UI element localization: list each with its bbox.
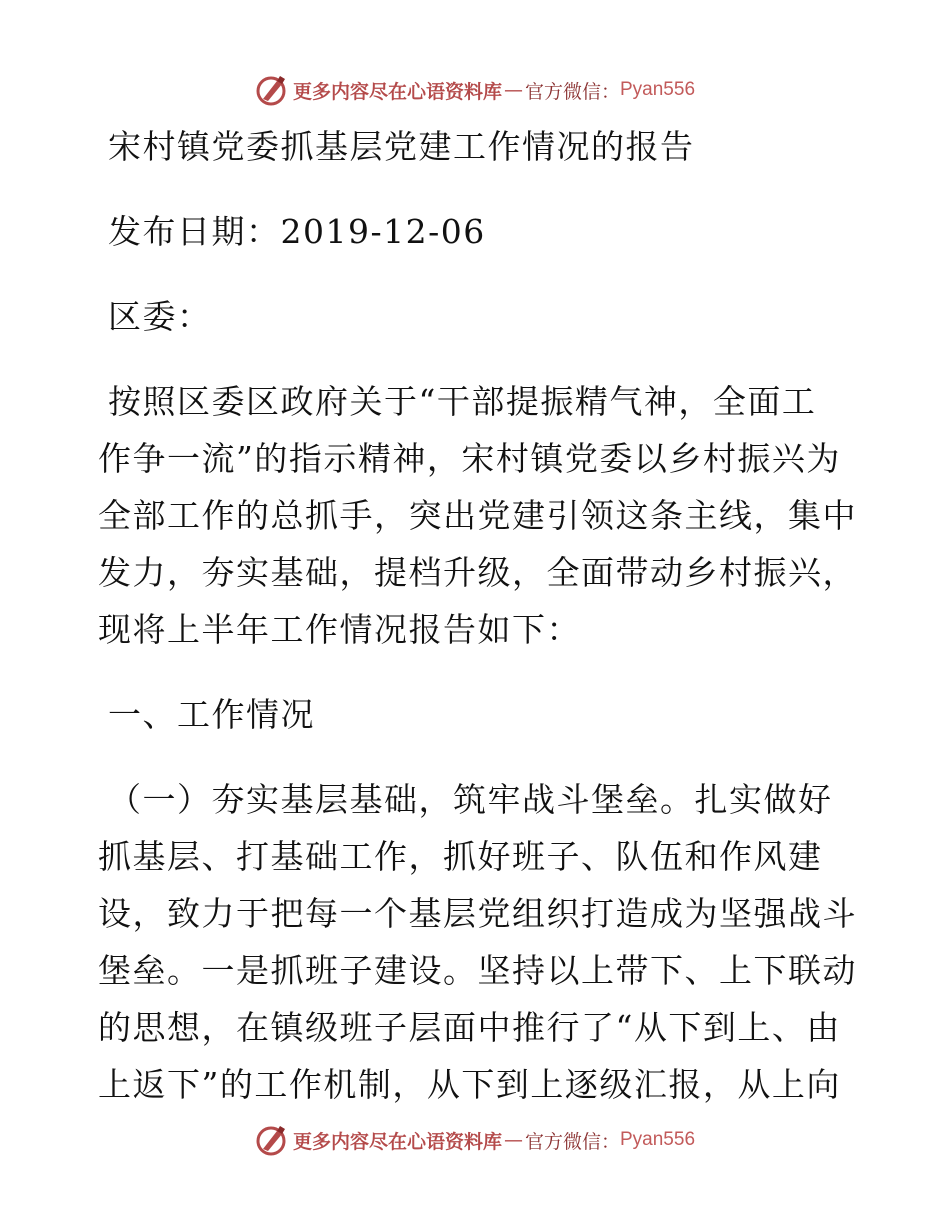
paragraph-line: 现将上半年工作情况报告如下： — [98, 610, 581, 649]
paragraph-intro — [98, 373, 858, 658]
paragraph-line: 按照区委区政府关于“干部提振精气神，全面工 — [108, 382, 817, 421]
watermark-banner-bottom — [0, 1120, 950, 1160]
publish-label: 发布日期： — [108, 212, 281, 251]
paragraph-line: 堡垒。一是抓班子建设。坚持以上带下、上下联动 — [98, 951, 857, 990]
document-title: 宋村镇党委抓基层党建工作情况的报告 — [108, 127, 695, 166]
paragraph-section1 — [98, 771, 858, 1113]
banner-brand: 更多内容尽在心语资料库 — [292, 1130, 502, 1153]
banner-dash: — — [503, 79, 523, 101]
paragraph-line: （一）夯实基层基础，筑牢战斗堡垒。扎实做好 — [108, 780, 833, 819]
banner-brand: 更多内容尽在心语资料库 — [292, 80, 502, 103]
pen-logo-icon — [255, 1123, 289, 1157]
pen-logo-icon — [255, 73, 289, 107]
paragraph-line: 作争一流”的指示精神，宋村镇党委以乡村振兴为 — [98, 439, 841, 478]
banner-official-label: 官方微信： — [524, 80, 620, 103]
banner-dash: — — [503, 1129, 523, 1151]
banner-official-label: 官方微信： — [524, 1130, 620, 1153]
section-heading: 一、工作情况 — [108, 695, 315, 734]
banner-wechat-id: Pyan556 — [620, 79, 696, 100]
recipient: 区委： — [108, 297, 212, 336]
paragraph-line: 的思想，在镇级班子层面中推行了“从下到上、由 — [98, 1008, 841, 1047]
publish-date: 2019-12-06 — [280, 212, 486, 251]
banner-wechat-id: Pyan556 — [620, 1129, 696, 1150]
paragraph-line: 设，致力于把每一个基层党组织打造成为坚强战斗 — [98, 894, 857, 933]
watermark-banner-top — [0, 70, 950, 110]
paragraph-line: 全部工作的总抓手，突出党建引领这条主线，集中 — [98, 496, 857, 535]
publish-date-line — [98, 203, 858, 260]
document-body — [98, 118, 858, 1113]
paragraph-line: 发力，夯实基础，提档升级，全面带动乡村振兴， — [98, 553, 857, 592]
paragraph-line: 抓基层、打基础工作，抓好班子、队伍和作风建 — [98, 837, 823, 876]
paragraph-line: 上返下”的工作机制，从下到上逐级汇报，从上向 — [98, 1065, 841, 1104]
